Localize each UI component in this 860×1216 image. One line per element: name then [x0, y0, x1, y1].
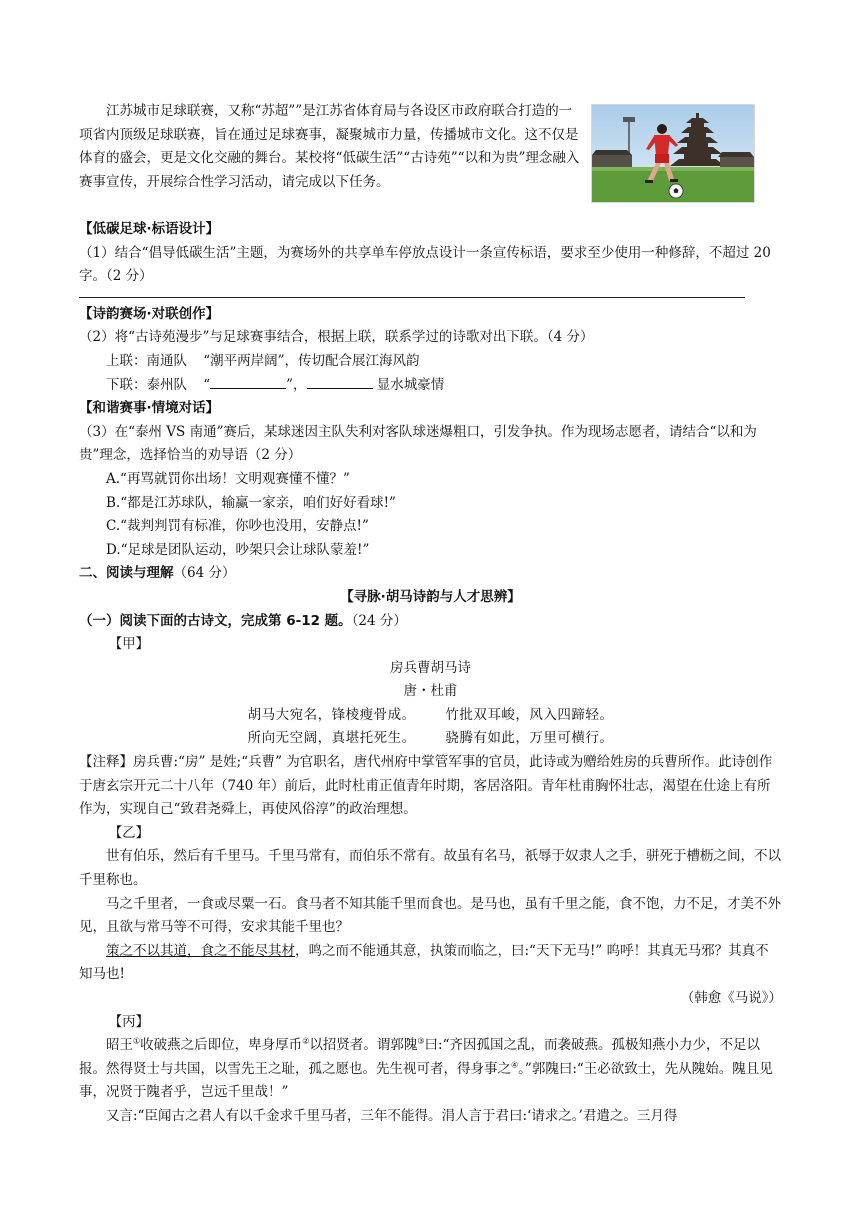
- jia-label: 【甲】: [108, 636, 150, 653]
- intro-block: [79, 100, 782, 218]
- option-d[interactable]: D.“足球是团队运动，吵架只会让球队蒙羞!”: [106, 541, 370, 558]
- lower-couplet-text: 显水城豪情: [376, 376, 445, 393]
- football-pagoda-photo: [591, 104, 755, 203]
- underlined-sentence: 策之不以其道，食之不能尽其材: [106, 942, 295, 959]
- yi-paragraph-1: 世有伯乐，然后有千里马。千里马常有，而伯乐不常有。故虽有名马，祇辱于奴隶人之手，骈死于槽枥之间，不以千里称也。: [79, 848, 781, 889]
- yi-label: 【乙】: [108, 824, 150, 841]
- option-b[interactable]: B.“都是江苏球队，输赢一家亲，咱们好好看球!”: [106, 494, 396, 511]
- option-a[interactable]: A.“再骂就罚你出场！文明观赛懂不懂？”: [106, 470, 350, 487]
- section2-theme: 【寻脉·胡马诗韵与人才思辨】: [340, 588, 521, 605]
- answer-line: [79, 289, 745, 298]
- footnote-1: ①: [133, 1036, 141, 1046]
- option-c[interactable]: C.“裁判判罚有标准，你吵也没用，安静点!”: [106, 518, 369, 535]
- poem-line-1: 胡马大宛名，锋棱瘦骨成。 竹批双耳峻，风入四蹄轻。: [247, 706, 614, 723]
- couplet-blank-2[interactable]: [307, 374, 373, 389]
- bing-paragraph-2: 又言:“臣闻古之君人有以千金求千里马者，三年不能得。涓人言于君曰:‘请求之。’君遣之。三月得: [106, 1107, 678, 1124]
- quote-open: “: [203, 376, 211, 393]
- upper-couplet: [79, 350, 782, 374]
- quote-close: ”，: [286, 376, 307, 393]
- bing-paragraph-1: 昭王①收破燕之后即位，卑身厚币②以招贤者。谓郭隗③曰:“齐因孤国之乱，而袭破燕。孤极知燕小力少，不足以报。然得贤士与共国，以雪先王之耻，孤之愿也。先生视可者，得身事之④。”郭隗曰:“王必欲致士，先从隗始。隗且见事，况贤于隗者乎，岂远千里哉！”: [79, 1036, 773, 1101]
- couplet-blank-1[interactable]: [210, 374, 286, 389]
- task3-question: （3）在“泰州 VS 南通”赛后，某球迷因主队失利对客队球迷爆粗口，引发争执。作为现场志愿者，请结合“以和为贵”理念，选择恰当的劝导语（2 分）: [79, 423, 757, 464]
- footnote-3: ③: [417, 1036, 425, 1046]
- section2-title: 二、阅读与理解（64 分）: [79, 565, 236, 582]
- bing-label: 【丙】: [108, 1013, 150, 1030]
- lower-couplet-team: 下联：泰州队: [106, 376, 187, 393]
- poem-title: 房兵曹胡马诗: [390, 659, 471, 676]
- task2-heading: 【诗韵赛场·对联创作】: [79, 305, 220, 322]
- task1-heading: 【低碳足球·标语设计】: [79, 221, 220, 237]
- lower-couplet: [79, 374, 782, 398]
- intro-paragraph: 江苏城市足球联赛，又称“苏超””是江苏省体育局与各设区市政府联合打造的一项省内顶级足球联赛，旨在通过足球赛事，凝聚城市力量，传播城市文化。这不仅是体育的盛会，更是文化交融的舞台。某校将“低碳生活”“古诗苑”“以和为贵”理念融入赛事宣传，开展综合性学习活动，请完成以下任务。: [79, 103, 580, 190]
- worksheet-page: [79, 100, 782, 1129]
- task2-question: （2）将“古诗苑漫步”与足球赛事结合，根据上联，联系学过的诗歌对出下联。（4 分）: [79, 329, 594, 346]
- poem-author: 唐・杜甫: [403, 683, 458, 700]
- yi-paragraph-2: 马之千里者，一食或尽粟一石。食马者不知其能千里而食也。是马也，虽有千里之能，食不饱，力不足，才美不外见，且欲与常马等不可得，安求其能千里也？: [79, 895, 781, 936]
- yi-source: （韩愈《马说》）: [680, 990, 782, 1006]
- poem-line-2: 所向无空阔，真堪托死生。 骁腾有如此，万里可横行。: [247, 730, 614, 747]
- upper-couplet-text: “潮平两岸阔”，传切配合展江海风韵: [203, 352, 420, 369]
- upper-couplet-team: 上联：南通队: [106, 352, 187, 369]
- footnote-4: ④: [511, 1060, 519, 1070]
- task3-heading: 【和谐赛事·情境对话】: [79, 400, 220, 417]
- poem-note: 【注释】房兵曹:“房” 是姓;“兵曹” 为官职名，唐代州府中掌管军事的官员，此诗或为赠给姓房的兵曹所作。此诗创作于唐玄宗开元二十八年（740 年）前后，此时杜甫正值青年时期，客居洛阳。青年杜甫胸怀壮志，渴望在仕途上有所作为，实现自己“致君尧舜上，再使风俗淳”的政治理想。: [79, 754, 773, 818]
- footnote-2: ②: [302, 1036, 310, 1046]
- yi-paragraph-3: 策之不以其道，食之不能尽其材，鸣之而不能通其意，执策而临之，曰:“天下无马!” 呜呼！其真无马邪？其真不知马也!: [79, 942, 769, 983]
- football-photo-illustration: [592, 105, 754, 202]
- part1-title: （一）阅读下面的古诗文，完成第 6-12 题。（24 分）: [79, 612, 407, 629]
- task1-question: （1）结合“倡导低碳生活”主题，为赛场外的共享单车停放点设计一条宣传标语，要求至少使用一种修辞，不超过 20 字。（2 分）: [79, 244, 771, 285]
